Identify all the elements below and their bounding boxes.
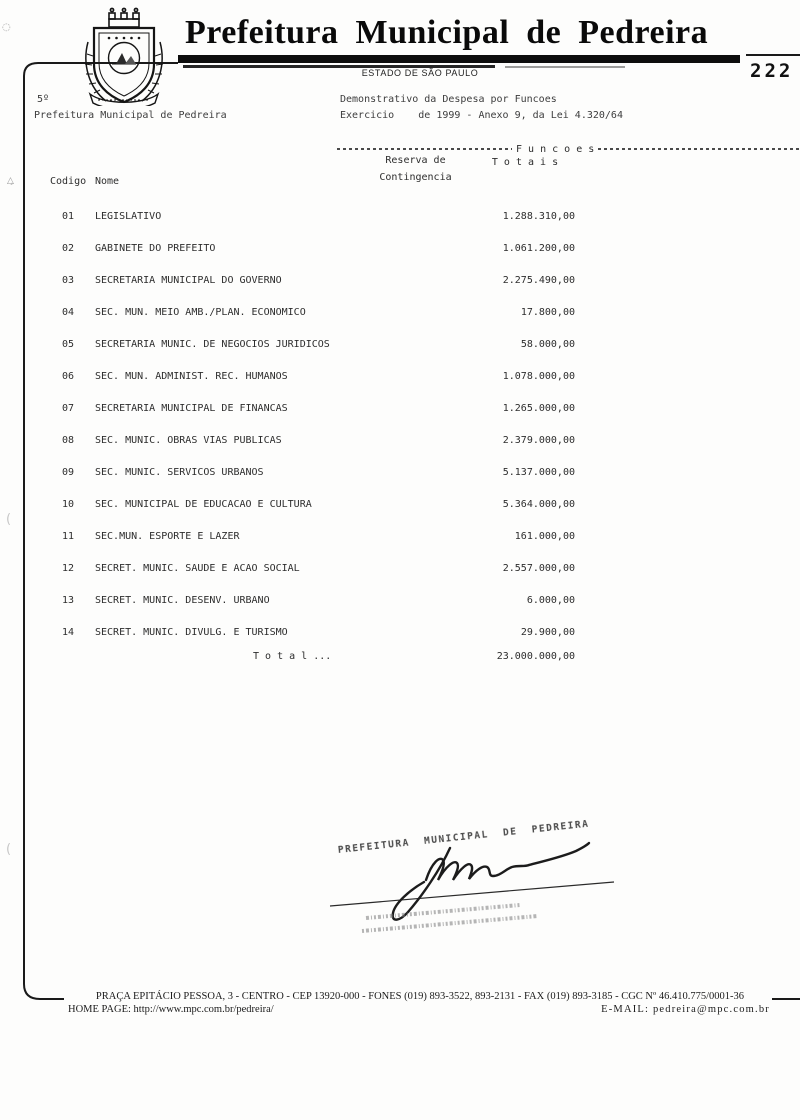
row-total: 29.900,00 (520, 627, 575, 638)
row-total: 5.364.000,00 (502, 499, 575, 510)
row-total: 6.000,00 (526, 595, 575, 606)
doc-header-report-title: Demonstrativo da Despesa por Funcoes (340, 94, 557, 105)
funcoes-band-label: F u n c o e s (516, 143, 595, 155)
row-code: 01 (61, 211, 74, 222)
dashed-rule-right (598, 148, 800, 150)
column-header-totals: T o t a i s (491, 157, 559, 168)
row-name: SEC.MUN. ESPORTE E LAZER (95, 531, 240, 542)
doc-header-left-line2: Prefeitura Municipal de Pedreira (34, 110, 227, 121)
letterhead-state-label: ESTADO DE SÃO PAULO (361, 68, 479, 78)
row-code: 07 (61, 403, 74, 414)
table-row (0, 339, 800, 371)
row-name: SEC. MUNIC. OBRAS VIAS PUBLICAS (95, 435, 282, 446)
total-row (0, 651, 800, 671)
row-total: 2.275.490,00 (502, 275, 575, 286)
table-row (0, 595, 800, 627)
dashed-rule-left (337, 148, 512, 150)
footer-email: E-MAIL: pedreira@mpc.com.br (601, 1004, 770, 1015)
row-code: 03 (61, 275, 74, 286)
table-row (0, 563, 800, 595)
doc-header-exercise-line: Exercicio de 1999 - Anexo 9, da Lei 4.320/64 (340, 110, 623, 121)
row-total: 17.800,00 (520, 307, 575, 318)
row-name: SECRET. MUNIC. SAUDE E ACAO SOCIAL (95, 563, 300, 574)
row-code: 05 (61, 339, 74, 350)
footer-homepage: HOME PAGE: http://www.mpc.com.br/pedreira/ (68, 1004, 274, 1015)
scan-artifact-mark: △̧ (7, 176, 14, 186)
scan-artifact-mark: ( (6, 842, 12, 857)
column-header-reserve-line2: Contingencia (379, 172, 452, 183)
row-name: SECRET. MUNIC. DESENV. URBANO (95, 595, 270, 606)
table-row (0, 403, 800, 435)
row-total: 5.137.000,00 (502, 467, 575, 478)
page-number: 222 (750, 60, 794, 82)
row-name: SEC. MUN. ADMINIST. REC. HUMANOS (95, 371, 288, 382)
total-value: 23.000.000,00 (496, 651, 575, 662)
row-code: 06 (61, 371, 74, 382)
total-label: T o t a l ... (253, 651, 332, 662)
column-header-reserve-line1: Reserva de (385, 155, 446, 166)
row-code: 04 (61, 307, 74, 318)
column-header-code: Codigo (50, 176, 87, 187)
row-total: 161.000,00 (514, 531, 575, 542)
row-code: 02 (61, 243, 74, 254)
row-name: SECRETARIA MUNICIPAL DO GOVERNO (95, 275, 282, 286)
scan-artifact-mark: ( (6, 512, 12, 527)
row-name: LEGISLATIVO (95, 211, 162, 222)
row-total: 1.265.000,00 (502, 403, 575, 414)
signature-stamp-title: PREFEITURA MUNICIPAL DE PEDREIRA (337, 818, 590, 856)
row-name: SECRET. MUNIC. DIVULG. E TURISMO (95, 627, 288, 638)
letterhead-rule-thin-2 (505, 66, 625, 68)
row-code: 13 (61, 595, 74, 606)
row-code: 14 (61, 627, 74, 638)
table-row (0, 435, 800, 467)
funcoes-band (337, 143, 800, 155)
footer-address-line: PRAÇA EPITÁCIO PESSOA, 3 - CENTRO - CEP 13920-000 - FONES (019) 893-3522, 893-2131 - FAX (019) 893-3185 - CGC Nº 46.410.775/0001-36 (95, 991, 745, 1002)
row-name: SEC. MUN. MEIO AMB./PLAN. ECONOMICO (95, 307, 306, 318)
row-code: 11 (61, 531, 74, 542)
table-row (0, 243, 800, 275)
table-row (0, 307, 800, 339)
table-row (0, 211, 800, 243)
row-total: 2.557.000,00 (502, 563, 575, 574)
row-total: 1.078.000,00 (502, 371, 575, 382)
table-row (0, 371, 800, 403)
row-code: 12 (61, 563, 74, 574)
row-total: 1.288.310,00 (502, 211, 575, 222)
handwritten-signature (322, 818, 622, 938)
row-total: 58.000,00 (520, 339, 575, 350)
doc-header-left-line1: 5º (37, 94, 50, 105)
row-code: 08 (61, 435, 74, 446)
expense-rows (0, 211, 800, 659)
table-row (0, 531, 800, 563)
row-name: SEC. MUNICIPAL DE EDUCACAO E CULTURA (95, 499, 312, 510)
row-name: GABINETE DO PREFEITO (95, 243, 216, 254)
municipal-coat-of-arms (76, 6, 172, 106)
row-name: SEC. MUNIC. SERVICOS URBANOS (95, 467, 264, 478)
column-header-name: Nome (95, 176, 120, 187)
row-name: SECRETARIA MUNIC. DE NEGOCIOS JURIDICOS (95, 339, 330, 350)
letterhead-title: Prefeitura Municipal de Pedreira (185, 14, 709, 51)
scan-artifact-mark: ◌ (2, 22, 11, 33)
row-total: 2.379.000,00 (502, 435, 575, 446)
letterhead-rule-thick (178, 55, 740, 63)
table-row (0, 275, 800, 307)
row-name: SECRETARIA MUNICIPAL DE FINANCAS (95, 403, 288, 414)
row-code: 10 (61, 499, 74, 510)
table-row (0, 467, 800, 499)
row-code: 09 (61, 467, 74, 478)
row-total: 1.061.200,00 (502, 243, 575, 254)
table-row (0, 499, 800, 531)
